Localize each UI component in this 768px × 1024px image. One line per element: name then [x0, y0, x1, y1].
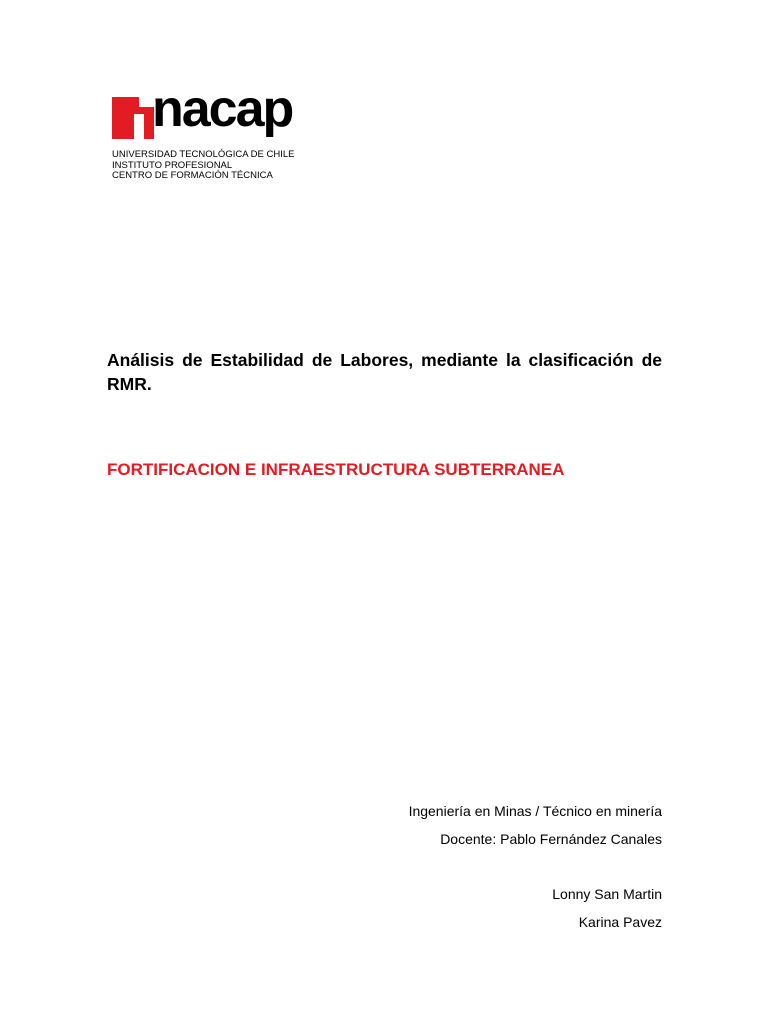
logo-mark-icon	[112, 97, 154, 139]
document-title: Análisis de Estabilidad de Labores, mediante la clasificación de RMR.	[107, 350, 662, 394]
teacher-line: Docente: Pablo Fernández Canales	[440, 831, 662, 847]
logo-subtitle	[112, 150, 294, 182]
logo-line-university: UNIVERSIDAD TECNOLÓGICA DE CHILE	[112, 149, 295, 160]
logo-line-institute: INSTITUTO PROFESIONAL	[112, 159, 233, 171]
author-2: Karina Pavez	[578, 914, 662, 930]
document-subtitle: FORTIFICACION E INFRAESTRUCTURA SUBTERRANEA	[107, 460, 565, 479]
logo-line-center: CENTRO DE FORMACIÓN TÉCNICA	[112, 170, 273, 181]
author-1: Lonny San Martin	[552, 886, 662, 902]
inacap-logo	[112, 80, 312, 187]
logo-wordmark: nacap	[152, 80, 293, 138]
program-line: Ingeniería en Minas / Técnico en minería	[408, 803, 662, 819]
